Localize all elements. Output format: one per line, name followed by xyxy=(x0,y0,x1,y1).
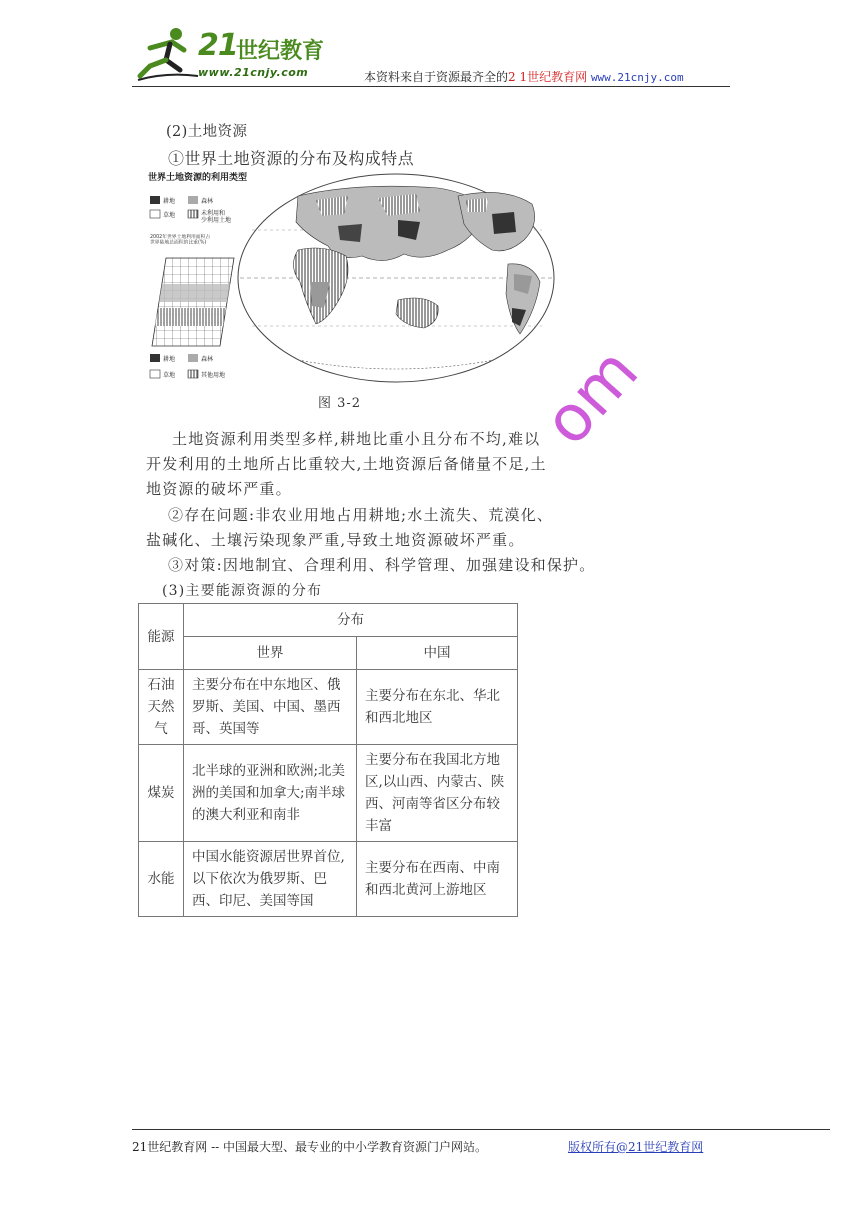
legend-bottom-0: 耕地 xyxy=(163,356,176,363)
figure-legend-top xyxy=(150,196,231,224)
table-row xyxy=(139,745,518,842)
section-subheading: ①世界土地资源的分布及构成特点 xyxy=(168,149,415,168)
legend-bottom-3: 其他用地 xyxy=(201,372,226,379)
page-header xyxy=(132,20,730,87)
header-distribution: 分布 xyxy=(184,604,518,637)
row-world-cell: 中国水能资源居世界首位,以下依次为俄罗斯、巴西、印尼、美国等国 xyxy=(184,842,357,917)
page-footer xyxy=(132,1129,830,1155)
problem-line-2: 盐碱化、土壤污染现象严重,导致土地资源破坏严重。 xyxy=(146,531,525,549)
row-china-cell: 主要分布在东北、华北和西北地区 xyxy=(357,670,518,745)
header-energy: 能源 xyxy=(139,604,184,670)
section-heading: (2)土地资源 xyxy=(166,124,248,140)
figure-title: 世界土地资源的利用类型 xyxy=(148,173,248,183)
header-china: 中国 xyxy=(357,637,518,670)
land-use-map-figure xyxy=(148,170,562,386)
legend-bottom-1: 森林 xyxy=(201,356,214,363)
figure-caption: 图 3-2 xyxy=(318,396,362,411)
legend-top-1: 森林 xyxy=(201,198,214,205)
legend-top-2: 草地 xyxy=(163,212,176,219)
table-header-row xyxy=(139,604,518,637)
runner-logo-icon xyxy=(136,26,200,82)
table-row xyxy=(139,670,518,745)
logo-url: www.21cnjy.com xyxy=(198,66,309,79)
legend-bottom-2: 草地 xyxy=(163,372,176,379)
row-energy-name: 水能 xyxy=(139,842,184,917)
energy-section-heading: (3)主要能源资源的分布 xyxy=(162,583,323,599)
row-china-cell: 主要分布在我国北方地区,以山西、内蒙古、陕西、河南等省区分布较丰富 xyxy=(357,745,518,842)
legend-top-3: 未利用和少利用土地 xyxy=(201,210,232,224)
row-energy-name: 石油 天然 气 xyxy=(139,670,184,745)
paragraph-line-2: 开发利用的土地所占比重较大,土地资源后备储量不足,土 xyxy=(146,455,547,473)
paragraph-line-1: 土地资源利用类型多样,耕地比重小且分布不均,难以 xyxy=(172,430,541,448)
row-energy-name: 煤炭 xyxy=(139,745,184,842)
countermeasure-line: ③对策:因地制宜、合理利用、科学管理、加强建设和保护。 xyxy=(168,556,596,574)
problem-line-1: ②存在问题:非农业用地占用耕地;水土流失、荒漠化、 xyxy=(168,506,554,524)
logo-text: 世纪教育 xyxy=(236,39,325,64)
energy-distribution-table xyxy=(138,603,518,917)
tagline-prefix: 本资料来自于资源最齐全的 xyxy=(364,70,509,84)
land-share-bar xyxy=(152,258,234,346)
footer-site-description: 21世纪教育网 -- 中国最大型、最专业的中小学教育资源门户网站。 xyxy=(132,1140,488,1154)
footer-copyright-link[interactable]: 版权所有@21世纪教育网 xyxy=(568,1140,704,1154)
tagline-url-link[interactable]: www.21cnjy.com xyxy=(590,71,684,84)
paragraph-line-3: 地资源的破坏严重。 xyxy=(146,480,292,498)
table-subheader-row xyxy=(139,637,518,670)
logo-number: 21 xyxy=(198,28,238,63)
header-world: 世界 xyxy=(184,637,357,670)
row-world-cell: 主要分布在中东地区、俄罗斯、美国、中国、墨西哥、英国等 xyxy=(184,670,357,745)
tagline-site-name: 2 1世纪教育网 xyxy=(508,70,588,84)
legend-top-0: 耕地 xyxy=(163,198,176,205)
site-logo[interactable] xyxy=(136,26,336,82)
table-row xyxy=(139,842,518,917)
watermark: om xyxy=(530,334,653,460)
figure-note: 2002年世界土地利用面积占世界陆地总面积的比重(%) xyxy=(150,235,211,246)
row-world-cell: 北半球的亚洲和欧洲;北美洲的美国和加拿大;南半球的澳大利亚和南非 xyxy=(184,745,357,842)
world-map xyxy=(238,174,554,382)
figure-legend-bottom xyxy=(150,354,225,379)
header-tagline xyxy=(364,68,684,85)
row-china-cell: 主要分布在西南、中南和西北黄河上游地区 xyxy=(357,842,518,917)
